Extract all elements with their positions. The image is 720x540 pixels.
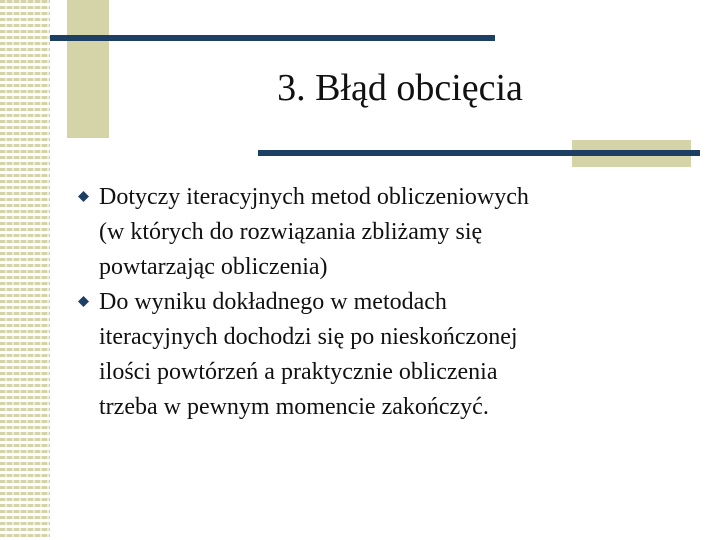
title-rule-bottom (258, 150, 700, 156)
bullet-item (76, 285, 696, 425)
slide-title: 3. Błąd obcięcia (277, 67, 523, 109)
bullet-line: Do wyniku dokładnego w metodach (99, 289, 447, 315)
bullet-item (76, 180, 696, 285)
bullet-line: (w których do rozwiązania zbliżamy się (99, 219, 483, 245)
decorative-left-stripe (0, 0, 50, 540)
bullet-list (76, 180, 696, 425)
bullet-line: Dotyczy iteracyjnych metod obliczeniowych (99, 184, 529, 210)
title-rule-top (50, 35, 495, 41)
diamond-bullet-icon (78, 296, 89, 307)
diamond-bullet-icon (78, 191, 89, 202)
decorative-olive-block-top (67, 0, 109, 138)
bullet-line: trzeba w pewnym momencie zakończyć. (99, 394, 489, 420)
bullet-line: powtarzając obliczenia) (99, 254, 328, 280)
bullet-line: iteracyjnych dochodzi się po nieskończonej (99, 324, 518, 350)
bullet-line: ilości powtórzeń a praktycznie obliczenia (99, 359, 498, 385)
